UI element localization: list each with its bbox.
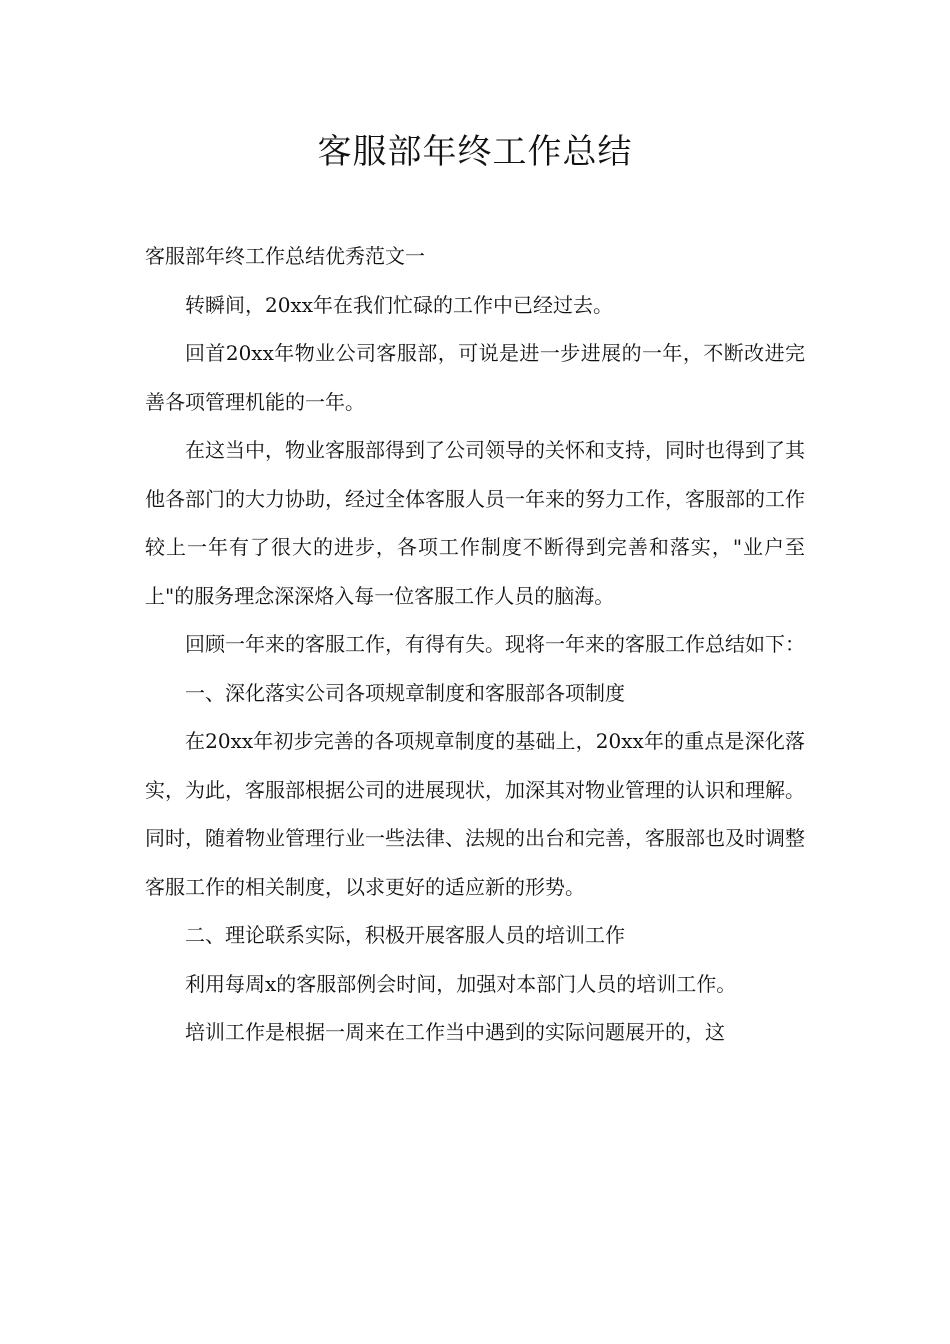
section-heading: 二、理论联系实际，积极开展客服人员的培训工作: [185, 923, 625, 947]
paragraph: 转瞬间，20xx年在我们忙碌的工作中已经过去。: [185, 292, 614, 317]
paragraph: 回顾一年来的客服工作，有得有失。现将一年来的客服工作总结如下：: [185, 632, 805, 656]
paragraph: 利用每周x的客服部例会时间，加强对本部门人员的培训工作。: [185, 971, 737, 996]
paragraph: 培训工作是根据一周来在工作当中遇到的实际问题展开的，这: [185, 1020, 725, 1044]
document-title: 客服部年终工作总结: [317, 132, 633, 172]
paragraph: 在这当中，物业客服部得到了公司领导的关怀和支持，同时也得到了其他各部门的大力协助，经过全体客服人员一年来的努力工作，客服部的工作较上一年有了很大的进步，各项工作制度不断得到完善和落实，"业户至上"的服务理念深深烙入每一位客服工作人员的脑海。: [145, 438, 805, 608]
paragraph-subtitle: 客服部年终工作总结优秀范文一: [145, 244, 425, 268]
paragraph: 在20xx年初步完善的各项规章制度的基础上，20xx年的重点是深化落实，为此，客服部根据公司的进展现状，加深其对物业管理的认识和理解。同时，随着物业管理行业一些法律、法规的出台和完善，客服部也及时调整客服工作的相关制度，以求更好的适应新的形势。: [145, 729, 805, 899]
paragraph: 回首20xx年物业公司客服部，可说是进一步进展的一年，不断改进完善各项管理机能的一年。: [145, 341, 805, 414]
section-heading: 一、深化落实公司各项规章制度和客服部各项制度: [185, 680, 625, 705]
document-body: [145, 232, 805, 1057]
